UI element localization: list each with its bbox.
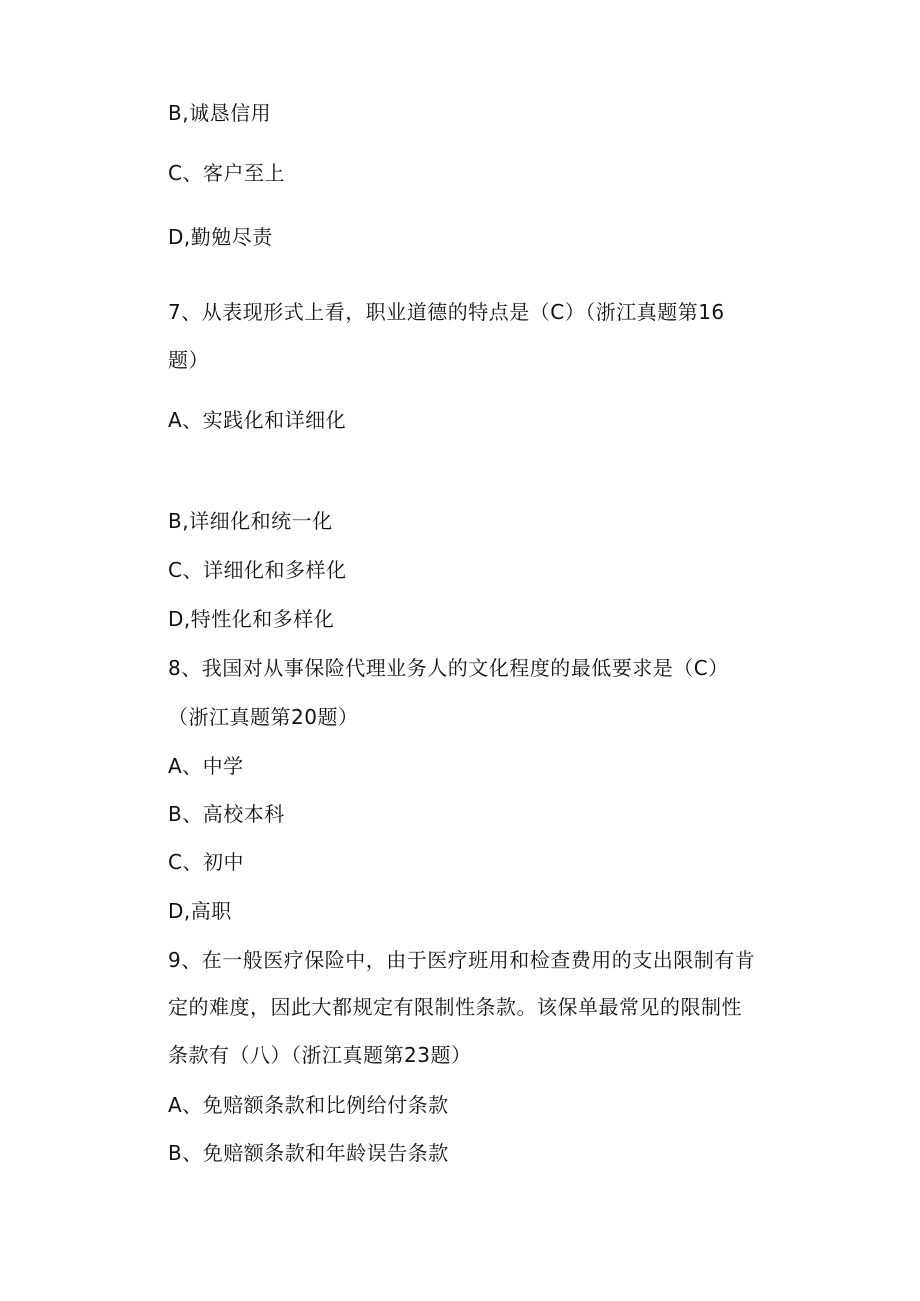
question-8-line-1: 8、我国对从事保险代理业务人的文化程度的最低要求是（C） xyxy=(168,656,729,680)
option-7a: A、实践化和详细化 xyxy=(168,408,347,432)
question-9-line-2: 定的难度，因此大都规定有限制性条款。该保单最常见的限制性 xyxy=(168,995,742,1019)
question-7-line-2: 题） xyxy=(168,348,209,372)
option-8b: B、高校本科 xyxy=(168,802,285,826)
question-9-line-1: 9、在一般医疗保险中，由于医疗班用和检查费用的支出限制有肯 xyxy=(168,948,756,972)
option-8a: A、中学 xyxy=(168,754,244,778)
question-8-line-2: （浙江真题第20题） xyxy=(168,705,359,729)
option-8c: C、初中 xyxy=(168,850,244,874)
option-6c: C、客户至上 xyxy=(168,161,285,185)
option-6b: B,诚恳信用 xyxy=(168,101,272,125)
option-8d: D,高职 xyxy=(168,899,232,923)
option-7c: C、详细化和多样化 xyxy=(168,558,347,582)
option-7b: B,详细化和统一化 xyxy=(168,509,333,533)
option-7d: D,特性化和多样化 xyxy=(168,607,335,631)
question-9-line-3: 条款有（八）（浙江真题第23题） xyxy=(168,1043,472,1067)
question-7-line-1: 7、从表现形式上看，职业道德的特点是（C）（浙江真题第16 xyxy=(168,300,725,324)
option-9a: A、免赔额条款和比例给付条款 xyxy=(168,1093,449,1117)
option-9b: B、免赔额条款和年龄误告条款 xyxy=(168,1141,449,1165)
option-6d: D,勤勉尽责 xyxy=(168,225,273,249)
